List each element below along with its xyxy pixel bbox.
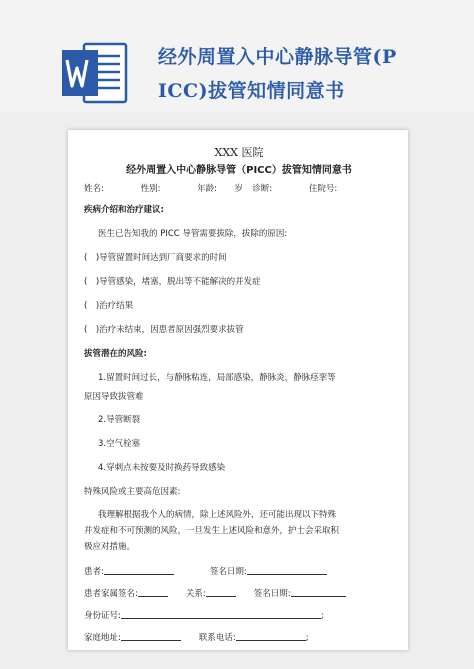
patient-sign-field[interactable] <box>104 561 174 575</box>
diagnosis-label: 诊断: <box>252 184 273 194</box>
id-card-field[interactable] <box>121 605 321 619</box>
risk-item-continued: 原因导致拔管难 <box>84 392 144 402</box>
patient-sign-row <box>84 561 394 583</box>
hospital-name: XXX 医院 <box>214 146 264 159</box>
removal-intro: 医生已告知我的 PICC 导管需要拔除，拔除的原因: <box>98 229 288 239</box>
id-card-end: ; <box>320 611 324 621</box>
relation-field[interactable] <box>206 583 236 597</box>
title-line-2: ICC)拔管知情同意书 <box>158 80 345 102</box>
patient-label: 患者: <box>84 567 104 577</box>
risk-item: 3.空气栓塞 <box>98 439 141 449</box>
age-group <box>197 180 272 198</box>
gender-label: 性别: <box>140 184 161 194</box>
form-title: 经外周置入中心静脉导管（PICC）拔管知情同意书 <box>126 165 352 176</box>
page-header <box>0 0 474 112</box>
sign-date-field[interactable] <box>247 561 327 575</box>
word-document-icon <box>62 42 128 104</box>
risk-item: 4.穿刺点未按要及时换药导致感染 <box>98 463 226 473</box>
sign-date-label: 签名日期: <box>209 567 247 577</box>
id-card-row <box>84 605 394 627</box>
document-page <box>68 130 408 650</box>
age-label: 年龄: <box>197 184 217 194</box>
paragraph-line: 我理解根据我个人的病情，除上述风险外，还可能出现以下特殊 <box>98 510 337 520</box>
special-risk-title: 特殊风险或主要高危因素: <box>84 487 181 497</box>
relation-label: 关系: <box>185 589 206 599</box>
age-unit: 岁 <box>234 184 243 194</box>
family-sign-date-label: 签名日期: <box>253 589 291 599</box>
reason-item: ( )治疗结果 <box>84 301 134 311</box>
address-row <box>84 627 394 649</box>
risk-item: 1.留置时间过长，与静脉粘连，局部感染，静脉炎，静脉痉挛等 <box>98 373 336 383</box>
reason-item: ( )导管感染，堵塞，脱出等不能解决的并发症 <box>84 277 261 287</box>
paragraph-line: 极应对措施。 <box>84 542 136 552</box>
document-body <box>84 144 394 649</box>
family-sign-date-field[interactable] <box>291 583 346 597</box>
id-card-label: 身份证号: <box>84 611 121 621</box>
family-sign-field[interactable] <box>138 583 168 597</box>
admission-number-label: 住院号: <box>308 184 338 194</box>
risk-item: 2.导管断裂 <box>98 415 141 425</box>
phone-field[interactable] <box>236 627 306 641</box>
section-risks: 拔管潜在的风险: <box>84 349 147 359</box>
section-disease-intro: 疾病介绍和治疗建议: <box>84 205 164 215</box>
reason-item: ( )治疗未结束，因患者原因强烈要求拔管 <box>84 325 244 335</box>
family-sign-label: 患者家属签名: <box>84 589 138 599</box>
consent-paragraph <box>84 504 394 555</box>
address-field[interactable] <box>121 627 181 641</box>
family-sign-row <box>84 583 394 605</box>
paragraph-line: 并发症和不可预测的风险，一旦发生上述风险和意外，护士会采取积 <box>84 526 340 536</box>
document-title <box>158 40 458 108</box>
title-line-1: 经外周置入中心静脉导管(P <box>158 46 397 68</box>
name-label: 姓名: <box>84 184 104 194</box>
reason-item: ( )导管留置时间达到厂商要求的时间 <box>84 253 227 263</box>
patient-info-row <box>84 180 394 198</box>
address-label: 家庭地址: <box>84 633 121 643</box>
phone-end: ; <box>305 633 309 643</box>
phone-label: 联系电话: <box>198 633 236 643</box>
